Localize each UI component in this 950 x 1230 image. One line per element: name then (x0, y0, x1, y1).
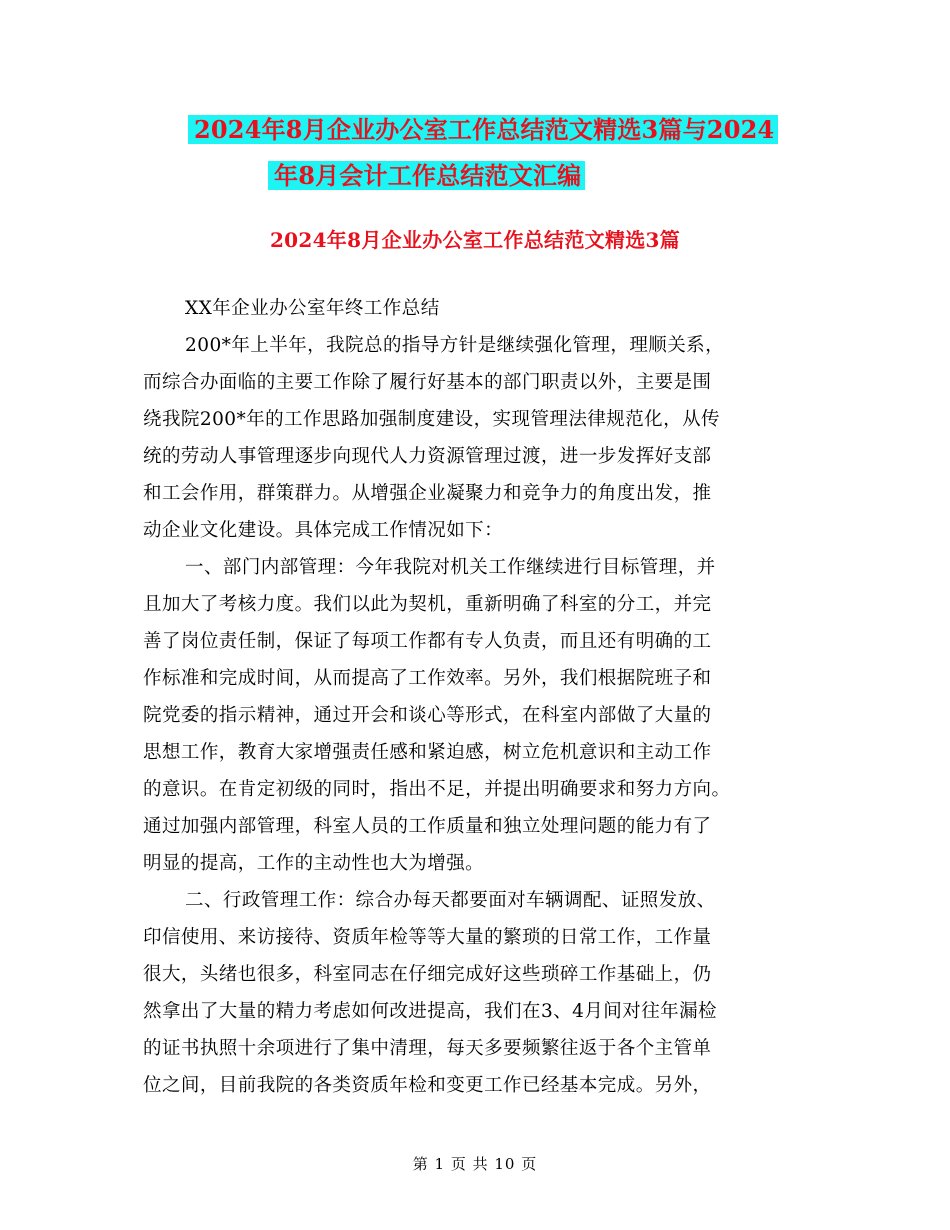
document-body (143, 290, 811, 1104)
body-line: 明显的提高，工作的主动性也大为增强。 (143, 853, 485, 874)
title-line-1 (188, 108, 778, 152)
body-line: XX年企业办公室年终工作总结 (185, 298, 440, 319)
body-line: 思想工作，教育大家增强责任感和紧迫感，树立危机意识和主动工作 (143, 742, 712, 763)
body-line: 绕我院200*年的工作思路加强制度建设，实现管理法律规范化，从传 (143, 409, 720, 430)
body-line: 位之间，目前我院的各类资质年检和变更工作已经基本完成。另外， (143, 1075, 712, 1096)
body-line: 和工会作用，群策群力。从增强企业凝聚力和竞争力的角度出发，推 (143, 483, 712, 504)
body-line: 很大，头绪也很多，科室同志在仔细完成好这些琐碎工作基础上，仍 (143, 964, 712, 985)
body-line: 的意识。在肯定初级的同时，指出不足，并提出明确要求和努力方向。 (143, 779, 731, 800)
body-line: 作标准和完成时间，从而提高了工作效率。另外，我们根据院班子和 (143, 668, 712, 689)
body-line: 统的劳动人事管理逐步向现代人力资源管理过渡，进一步发挥好支部 (143, 446, 712, 467)
body-line: 动企业文化建设。具体完成工作情况如下： (143, 520, 504, 541)
section-subtitle: 2024年8月企业办公室工作总结范文精选3篇 (269, 228, 681, 252)
body-line: 的证书执照十余项进行了集中清理，每天多要频繁往返于各个主管单 (143, 1038, 712, 1059)
body-line: 善了岗位责任制，保证了每项工作都有专人负责，而且还有明确的工 (143, 631, 712, 652)
title-highlight-1: 2024年8月企业办公室工作总结范文精选3篇与2024 (188, 115, 778, 144)
body-line: 院党委的指示精神，通过开会和谈心等形式，在科室内部做了大量的 (143, 705, 712, 726)
body-line: 然拿出了大量的精力考虑如何改进提高，我们在3、4月间对往年漏检 (143, 1001, 717, 1022)
body-line: 而综合办面临的主要工作除了履行好基本的部门职责以外，主要是围 (143, 372, 712, 393)
body-line: 一、部门内部管理：今年我院对机关工作继续进行目标管理，并 (185, 557, 716, 578)
body-line: 且加大了考核力度。我们以此为契机，重新明确了科室的分工，并完 (143, 594, 712, 615)
body-line: 200*年上半年，我院总的指导方针是继续强化管理，理顺关系， (185, 335, 725, 356)
body-line: 印信使用、来访接待、资质年检等等大量的繁琐的日常工作，工作量 (143, 927, 712, 948)
title-line-2 (268, 154, 585, 198)
body-line: 通过加强内部管理，科室人员的工作质量和独立处理问题的能力有了 (143, 816, 712, 837)
page-footer: 第 1 页 共 10 页 (412, 1155, 538, 1173)
body-line: 二、行政管理工作：综合办每天都要面对车辆调配、证照发放、 (185, 890, 716, 911)
title-highlight-2: 年8月会计工作总结范文汇编 (268, 161, 585, 190)
